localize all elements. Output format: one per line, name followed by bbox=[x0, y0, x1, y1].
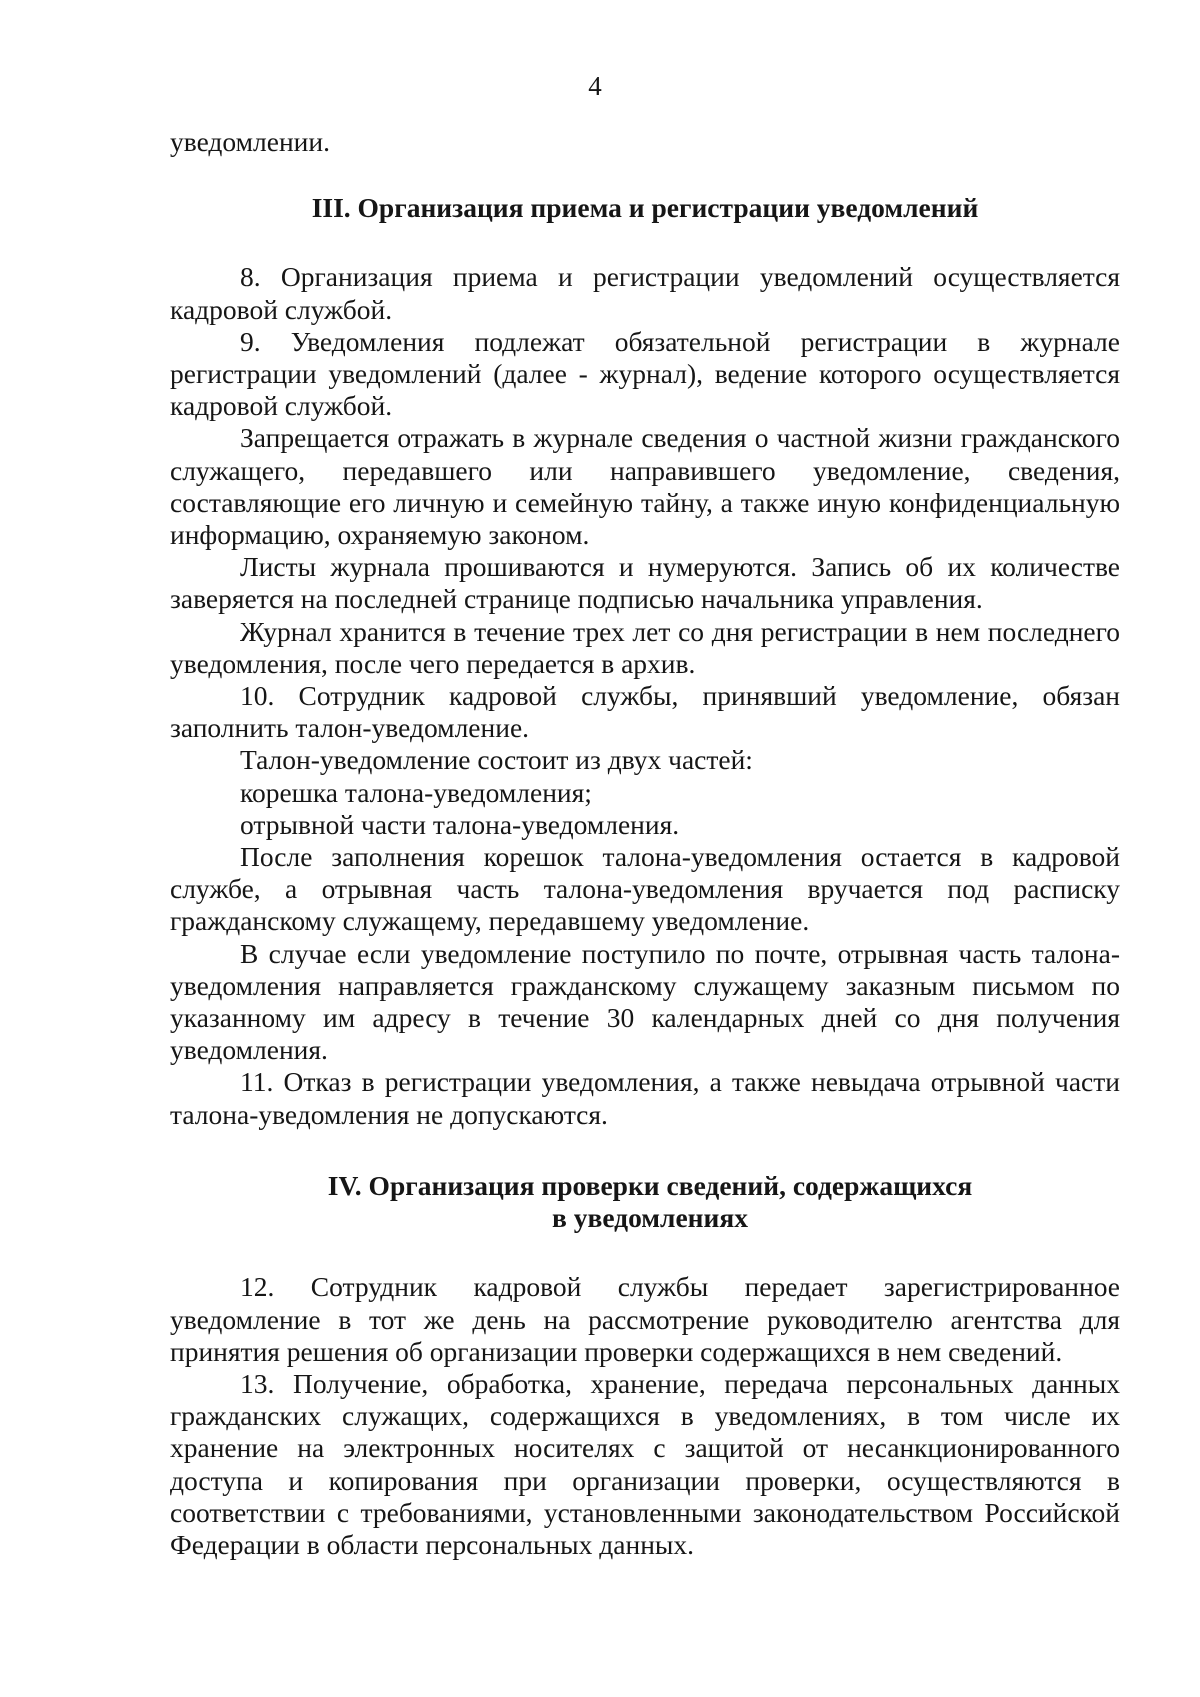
page-number: 4 bbox=[588, 71, 602, 101]
list-item-stub: корешка талона-уведомления; bbox=[240, 776, 592, 808]
document-body bbox=[170, 126, 1120, 1561]
paragraph-8: 8. Организация приема и регистрации уведомлений осуществляется кадровой службой. bbox=[170, 261, 1120, 325]
list-item-tear-off: отрывной части талона-уведомления. bbox=[240, 808, 680, 840]
section-4-heading bbox=[170, 1170, 1120, 1234]
paragraph-11: 11. Отказ в регистрации уведомления, а также невыдача отрывной части талона-уведомления не допускаются. bbox=[170, 1066, 1120, 1130]
paragraph-10-after-filling: После заполнения корешок талона-уведомления остается в кадровой службе, а отрывная часть талона-уведомления вручается под расписку гражданскому служащему, передавшему уведомление. bbox=[170, 841, 1120, 937]
paragraph-12: 12. Сотрудник кадровой службы передает зарегистрированное уведомление в тот же день на рассмотрение руководителю агентства для принятия решения об организации проверки содержащихся в нем сведений. bbox=[170, 1271, 1120, 1367]
paragraph-9-privacy: Запрещается отражать в журнале сведения о частной жизни гражданского служащего, передавшего или направившего уведомление, сведения, составляющие его личную и семейную тайну, а также иную конфиденциальную информацию, охраняемую законом. bbox=[170, 422, 1120, 551]
paragraph-9-journal-sheets: Листы журнала прошиваются и нумеруются. Запись об их количестве заверяется на последней странице подписью начальника управления. bbox=[170, 551, 1120, 615]
section-4-heading-line-1: IV. Организация проверки сведений, содержащихся bbox=[327, 1169, 973, 1201]
section-4-heading-line-2: в уведомлениях bbox=[552, 1202, 748, 1234]
paragraph-9: 9. Уведомления подлежат обязательной регистрации в журнале регистрации уведомлений (далее - журнал), ведение которого осуществляется кадровой службой. bbox=[170, 325, 1120, 422]
section-3-heading: III. Организация приема и регистрации уведомлений bbox=[311, 192, 979, 224]
paragraph-9-journal-storage: Журнал хранится в течение трех лет со дня регистрации в нем последнего уведомления, после чего передается в архив. bbox=[170, 615, 1120, 679]
paragraph-10-parts-intro: Талон-уведомление состоит из двух частей: bbox=[240, 744, 753, 776]
paragraph-10: 10. Сотрудник кадровой службы, принявший уведомление, обязан заполнить талон-уведомление. bbox=[170, 680, 1120, 744]
paragraph-13: 13. Получение, обработка, хранение, передача персональных данных гражданских служащих, содержащихся в уведомлениях, в том числе их хранение на электронных носителях с защитой от несанкционированного доступа и копирования при организации проверки, осуществляются в соответствии с требованиями, установленными законодательством Российской Федерации в области персональных данных. bbox=[170, 1367, 1120, 1560]
paragraph-10-by-mail: В случае если уведомление поступило по почте, отрывная часть талона-уведомления направляется гражданскому служащему заказным письмом по указанному им адресу в течение 30 календарных дней со дня получения уведомления. bbox=[170, 937, 1120, 1066]
continued-text: уведомлении. bbox=[170, 126, 330, 157]
